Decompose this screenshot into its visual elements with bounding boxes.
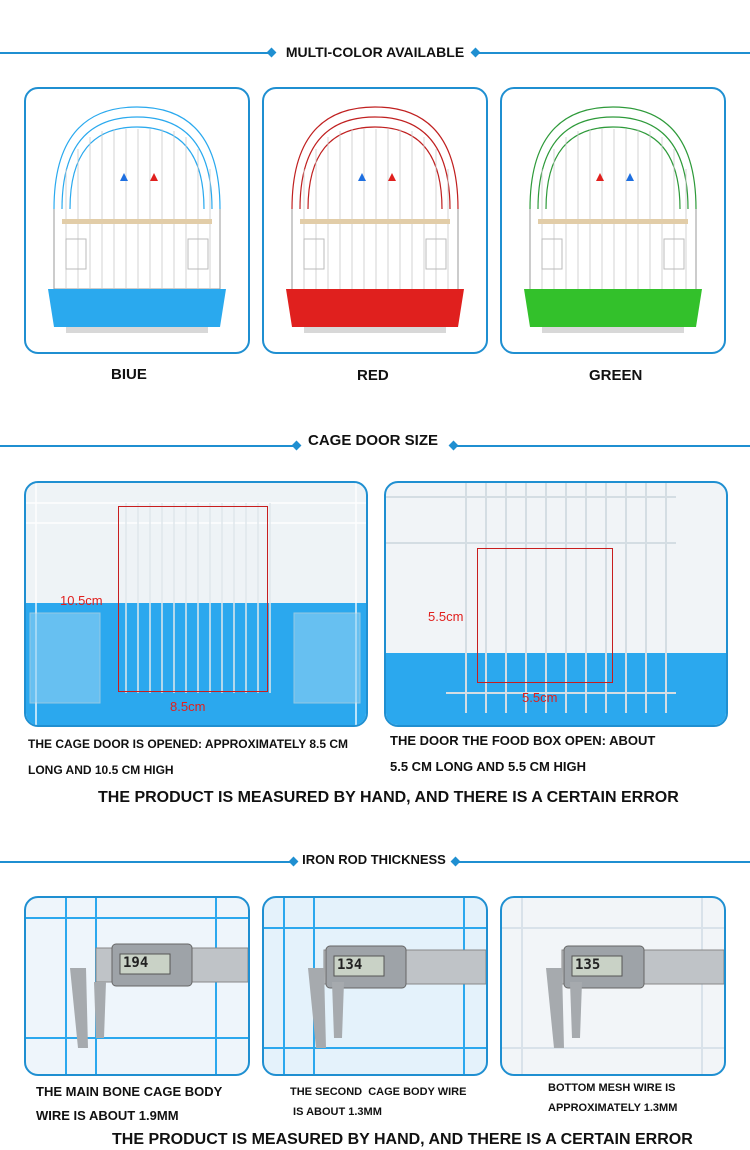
divider-diamond-left [267, 48, 277, 58]
divider-left [0, 52, 272, 54]
section-title-iron-rod: IRON ROD THICKNESS [302, 852, 446, 867]
second-wire-caption-line1: THE SECOND CAGE BODY WIRE [290, 1086, 467, 1098]
cage-illustration-blue [26, 89, 248, 352]
measurement-disclaimer-bottom: THE PRODUCT IS MEASURED BY HAND, AND THERE IS A CERTAIN ERROR [112, 1131, 693, 1148]
caliper-photo-second-wire [262, 896, 488, 1076]
caliper-reading-main: 194 [123, 955, 149, 971]
cage-photo-green [500, 87, 726, 354]
cage-illustration-red [264, 89, 486, 352]
food-door-caption [390, 728, 730, 780]
door-caption-line2: LONG AND 10.5 CM HIGH [28, 763, 174, 777]
caliper-photo-main-wire [24, 896, 250, 1076]
divider-left [0, 445, 296, 447]
bottom-mesh-caption [548, 1078, 748, 1118]
divider-right [478, 52, 750, 54]
section-title-cage-door: CAGE DOOR SIZE [307, 432, 438, 449]
cage-photo-blue [24, 87, 250, 354]
second-wire-caption [290, 1082, 510, 1122]
caliper-illustration [264, 898, 486, 1074]
bottom-mesh-caption-line2: APPROXIMATELY 1.3MM [548, 1102, 678, 1114]
door-height-label: 10.5cm [60, 593, 103, 608]
divider-right [458, 861, 750, 863]
variant-label-red: RED [357, 367, 389, 384]
divider-right [456, 445, 750, 447]
food-door-height-label: 5.5cm [428, 609, 464, 624]
variant-label-blue: BIUE [111, 366, 147, 383]
caliper-photo-bottom-mesh [500, 896, 726, 1076]
main-wire-caption [36, 1080, 256, 1128]
section-title-multicolor: MULTI-COLOR AVAILABLE [285, 44, 465, 60]
cage-illustration-green [502, 89, 724, 352]
food-door-width-label: 5.5cm [522, 690, 558, 705]
main-wire-caption-line2: WIRE IS ABOUT 1.9MM [36, 1108, 179, 1123]
bottom-mesh-caption-line1: BOTTOM MESH WIRE IS [548, 1082, 676, 1094]
food-door-measure-box [477, 548, 613, 683]
second-wire-caption-line2: IS ABOUT 1.3MM [290, 1106, 382, 1118]
door-caption-line1: THE CAGE DOOR IS OPENED: APPROXIMATELY 8.5 CM [28, 737, 349, 751]
door-caption [28, 731, 368, 783]
food-door-caption-line2: 5.5 CM LONG AND 5.5 CM HIGH [390, 759, 586, 774]
main-wire-caption-line1: THE MAIN BONE CAGE BODY [36, 1084, 223, 1099]
variant-label-green: GREEN [589, 367, 643, 384]
door-width-label: 8.5cm [170, 699, 206, 714]
caliper-reading-bottom: 135 [575, 957, 601, 973]
caliper-illustration [26, 898, 248, 1074]
food-door-caption-line1: THE DOOR THE FOOD BOX OPEN: ABOUT [390, 733, 656, 748]
divider-left [0, 861, 294, 863]
cage-photo-red [262, 87, 488, 354]
caliper-illustration [502, 898, 724, 1074]
measurement-disclaimer: THE PRODUCT IS MEASURED BY HAND, AND THERE IS A CERTAIN ERROR [98, 789, 679, 806]
door-measure-box [118, 506, 268, 692]
caliper-reading-second: 134 [337, 957, 363, 973]
